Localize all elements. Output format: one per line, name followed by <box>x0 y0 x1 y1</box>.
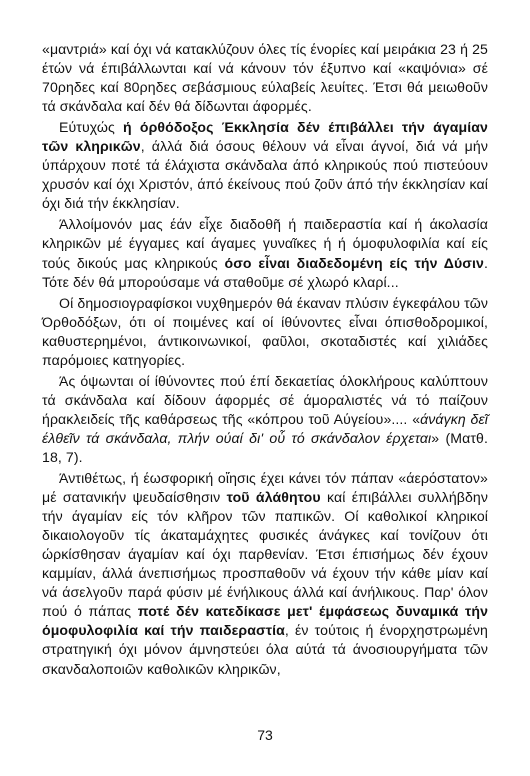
text-run: Οί δημοσιογραφίσκοι νυχθημερόν θά έκαναν πλύσιν έγκεφάλου τῶν Όρθοδόξων, ότι οί ποιμένες καί οί ίθύνοντες εἶναι όπισθοδρομικοί, καθυστερημένοι, άντικοινωνικοί, φαῦλοι, σκοταδιστές καί χιλιάδες παρόμοιες κατηγορίες. <box>42 294 488 368</box>
text-run: «μαντριά» καί όχι νά κατακλύζουν όλες τίς ένορίες καί μειράκια 23 ή 25 έτών νά έπιβάλλωνται καί νά κάνουν τόν έξυπνο καί «καψόνια» σέ 70ρηδες καί 80ρηδες σεβάσμιους εύλαβείς λευίτες. Έτσι θά μειωθοῦν τά σκάνδαλα καί δέν θά δίδωνται άφορμές. <box>42 41 488 115</box>
bold-text-run: τοῦ άλάθητου <box>226 489 321 506</box>
text-run: Άντιθέτως, ή έωσφορική οἴησις έχει κάνει τόν πάπαν «άερόστατον» μέ σατανικήν ψευδαίσθησιν <box>42 470 488 506</box>
body-text <box>42 40 488 679</box>
text-run: , έν τούτοις ή ένορχηστρωμένη στρατηγική όχι μόνον άμνηστεύει όλα αύτά τά άνοσιουργήματα τῶν σκανδαλοποιῶν καθολικῶν κληρικῶν, <box>42 622 488 677</box>
bold-text-run: ποτέ δέν κατεδίκασε μετ' έμφάσεως δυναμικά τήν όμοφυλοφιλία καί τήν παιδεραστία <box>42 603 489 639</box>
page-number: 73 <box>257 727 273 743</box>
text-run: καί έπιβάλλει συλλήβδην τήν άγαμίαν είς τόν κλῆρον τῶν παπικῶν. Οί καθολικοί κληρικοί δικαιολογοῦν τίς άκαταμάχητες φυσικές άνάγκες καί τονίζουν ότι ώρκίσθησαν άγαμίαν καί όχι παρθενίαν. Έτσι έπισήμως δέν έχουν καμμίαν, άλλά άνεπισήμως προσπαθοῦν νά έχουν τήν κάθε μίαν καί νά άσελγοῦν παρά φύσιν μέ ένήλικους άλλά καί άνήλικους. Παρ' όλον πού ό πάπας <box>42 489 488 620</box>
paragraph <box>42 469 488 679</box>
text-run: Εύτυχώς <box>59 119 124 136</box>
bold-text-run: ή όρθόδοξος Έκκλησία δέν έπιβάλλει τήν άγαμίαν τῶν κληρικῶν <box>42 119 488 155</box>
text-run: Άλλοίμονόν μας έάν εἶχε διαδοθῆ ή παιδεραστία καί ή άκολασία κληρικῶν μέ έγγαμες καί άγαμες γυναῖκες ή ή όμοφυλοφιλία καί είς τούς δικούς μας κληρικούς <box>42 216 488 271</box>
italic-text-run: άνάγκη δεῖ έλθεῖν τά σκάνδαλα, πλήν ούαί δι' οὗ τό σκάνδαλον έρχεται <box>42 410 488 446</box>
paragraph <box>42 294 488 370</box>
bold-text-run: όσο εἶναι διαδεδομένη είς τήν Δύσιν <box>224 254 484 271</box>
text-run: . Τότε δέν θά μπορούσαμε νά σταθοῦμε σέ χλωρό κλαρί... <box>42 254 488 290</box>
text-run: Άς όψωνται οί ίθύνοντες πού έπί δεκαετίας όλοκλήρους καλύπτουν τά σκάνδαλα καί δίδουν άφορμές σέ άμοραλιστές νά τό παίζουν ήρακλειδείς τῆς καθάρσεως τῆς «κόπρου τοῦ Αύγείου».... « <box>42 372 488 427</box>
text-run: , άλλά διά όσους θέλουν νά εἶναι άγνοί, διά νά μήν ύπάρχουν ποτέ τά έλάχιστα σκάνδαλα άπό κληρικούς πού πιστεύουν χρυσόν καί όχι Χριστόν, άπό έκείνους πού ζοῦν άπό τήν έκκλησίαν καί όχι διά τήν έκκλησίαν. <box>42 138 488 212</box>
paragraph <box>42 118 488 213</box>
paragraph <box>42 372 488 467</box>
paragraph <box>42 40 488 116</box>
text-run: » (Ματθ. 18, 7). <box>42 429 488 465</box>
paragraph <box>42 215 488 291</box>
